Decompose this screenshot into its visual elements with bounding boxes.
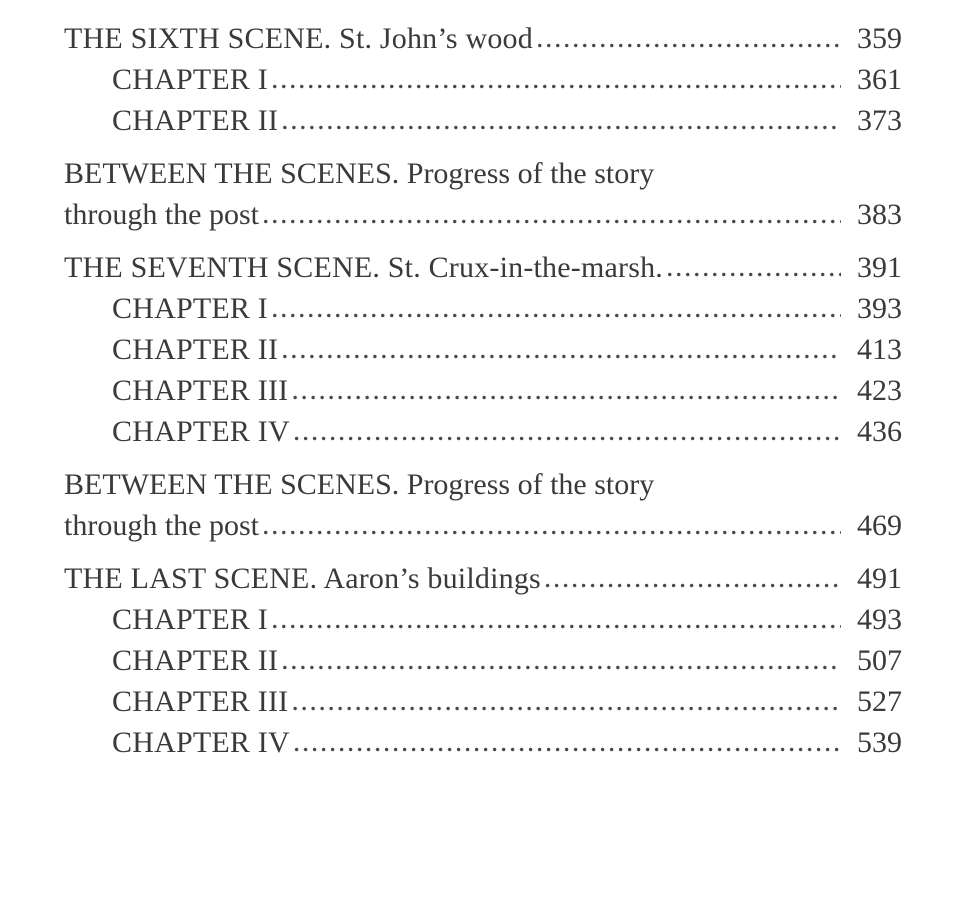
toc-entry-between-scenes-2[interactable] <box>64 505 902 546</box>
toc-chapter-label: CHAPTER III <box>112 685 289 718</box>
toc-entry-chapter[interactable] <box>64 370 902 411</box>
toc-page-number: 373 <box>857 104 902 137</box>
toc-entry-title: THE SEVENTH SCENE. St. Crux-in-the-marsh. <box>64 251 663 284</box>
toc-page-number: 539 <box>857 726 902 759</box>
dot-leader <box>544 557 841 598</box>
dot-leader <box>262 504 841 545</box>
toc-entry-chapter[interactable] <box>64 411 902 452</box>
dot-leader <box>666 246 841 287</box>
toc-page-number: 393 <box>857 292 902 325</box>
dot-leader <box>281 99 841 140</box>
toc-page-number: 359 <box>857 22 902 55</box>
toc-page-number: 413 <box>857 333 902 366</box>
toc-entry-chapter[interactable] <box>64 329 902 370</box>
toc-entry-title: THE SIXTH SCENE. St. John’s wood <box>64 22 533 55</box>
toc-chapter-label: CHAPTER I <box>112 63 268 96</box>
toc-chapter-label: CHAPTER I <box>112 292 268 325</box>
toc-chapter-label: CHAPTER II <box>112 333 279 366</box>
toc-chapter-label: CHAPTER IV <box>112 415 290 448</box>
toc-entry-between-scenes-1-line1: BETWEEN THE SCENES. Progress of the story <box>64 157 655 190</box>
dot-leader <box>293 410 841 451</box>
toc-entry-between-scenes-2-line1: BETWEEN THE SCENES. Progress of the story <box>64 468 655 501</box>
dot-leader <box>271 58 841 99</box>
toc-entry-chapter[interactable] <box>64 681 902 722</box>
toc-entry-chapter[interactable] <box>64 288 902 329</box>
toc-entry-chapter[interactable] <box>64 722 902 763</box>
toc-entry-between-scenes-1[interactable] <box>64 194 902 235</box>
toc-chapter-label: CHAPTER I <box>112 603 268 636</box>
toc-chapter-label: CHAPTER II <box>112 644 279 677</box>
dot-leader <box>536 17 841 58</box>
dot-leader <box>262 193 841 234</box>
toc-page-number: 383 <box>857 198 902 231</box>
toc-entry-last-scene[interactable] <box>64 558 902 599</box>
toc-page-number: 491 <box>857 562 902 595</box>
dot-leader <box>291 680 841 721</box>
toc-page-number: 361 <box>857 63 902 96</box>
toc-entry-seventh-scene[interactable] <box>64 247 902 288</box>
toc-chapter-label: CHAPTER III <box>112 374 289 407</box>
toc-page-number: 423 <box>857 374 902 407</box>
toc-entry-chapter[interactable] <box>64 640 902 681</box>
toc-entry-chapter[interactable] <box>64 59 902 100</box>
toc-page-number: 391 <box>857 251 902 284</box>
toc-entry-title: THE LAST SCENE. Aaron’s buildings <box>64 562 541 595</box>
toc-entry-chapter[interactable] <box>64 100 902 141</box>
toc-entry-title: through the post <box>64 509 259 542</box>
toc-chapter-label: CHAPTER IV <box>112 726 290 759</box>
toc-entry-sixth-scene[interactable] <box>64 18 902 59</box>
toc-entry-chapter[interactable] <box>64 599 902 640</box>
toc-entry-title: through the post <box>64 198 259 231</box>
dot-leader <box>271 287 841 328</box>
dot-leader <box>293 721 841 762</box>
table-of-contents <box>64 18 902 763</box>
toc-page-number: 469 <box>857 509 902 542</box>
toc-page-number: 493 <box>857 603 902 636</box>
toc-chapter-label: CHAPTER II <box>112 104 279 137</box>
toc-page-number: 436 <box>857 415 902 448</box>
dot-leader <box>291 369 841 410</box>
dot-leader <box>271 598 841 639</box>
toc-page-number: 527 <box>857 685 902 718</box>
dot-leader <box>281 328 841 369</box>
dot-leader <box>281 639 841 680</box>
toc-page-number: 507 <box>857 644 902 677</box>
